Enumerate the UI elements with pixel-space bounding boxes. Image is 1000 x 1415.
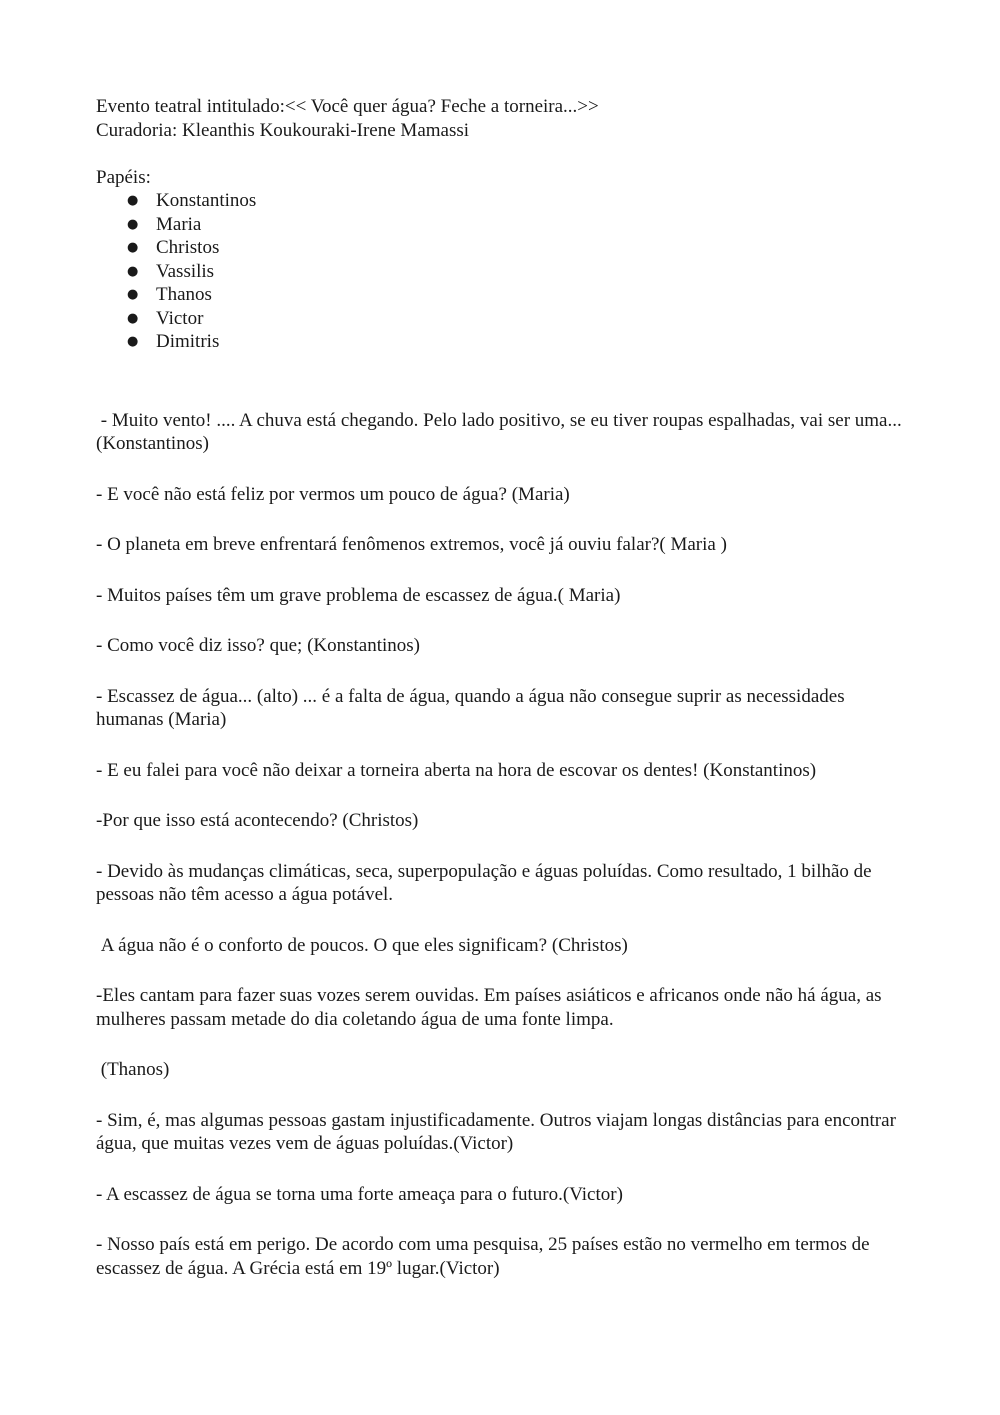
dialogue-line: - Sim, é, mas algumas pessoas gastam injustificadamente. Outros viajam longas distâncias para encontrar água, que muitas vezes vem de águas poluídas.(Victor) (96, 1109, 901, 1154)
bullet-icon: ● (127, 310, 139, 326)
role-name: Victor (156, 307, 204, 329)
dialogue-line: (Thanos) (96, 1059, 170, 1080)
role-item (96, 213, 906, 237)
bullet-icon: ● (127, 334, 139, 349)
event-title: Evento teatral intitulado:<< Você quer água? Feche a torneira...>> (96, 96, 599, 117)
dialogue-line: - Devido às mudanças climáticas, seca, superpopulação e águas poluídas. Como resultado, 1 bilhão de pessoas não têm acesso a água potável. (96, 860, 877, 905)
dialogue-line: - Como você diz isso? que; (Konstantinos) (96, 635, 421, 656)
roles-list (96, 189, 906, 354)
dialogue-line: A água não é o conforto de poucos. O que eles significam? (Christos) (96, 934, 628, 956)
role-name: Thanos (156, 284, 212, 305)
dialogue-section (96, 409, 906, 1281)
role-item (96, 283, 906, 307)
dialogue-line: -Por que isso está acontecendo? (Christos) (96, 810, 419, 831)
document-page (96, 95, 906, 1307)
bullet-icon: ● (127, 263, 139, 279)
role-name: Dimitris (156, 331, 220, 352)
role-item (96, 330, 906, 354)
dialogue-line: - Nosso país está em perigo. De acordo com uma pesquisa, 25 países estão no vermelho em termos de escassez de água. A Grécia está em 19º lugar.(Victor) (96, 1234, 875, 1279)
dialogue-line: - A escassez de água se torna uma forte ameaça para o futuro.(Victor) (96, 1183, 623, 1205)
role-name: Maria (156, 213, 202, 235)
dialogue-line: - Muitos países têm um grave problema de escassez de água.( Maria) (96, 584, 621, 606)
role-name: Konstantinos (156, 190, 257, 211)
bullet-icon: ● (127, 240, 139, 255)
curation-line: Curadoria: Kleanthis Koukouraki-Irene Mamassi (96, 119, 470, 141)
role-item (96, 189, 906, 213)
roles-heading: Papéis: (96, 166, 151, 188)
dialogue-line: - Muito vento! .... A chuva está chegando. Pelo lado positivo, se eu tiver roupas espalhadas, vai ser uma... (Konstantinos) (96, 409, 907, 454)
bullet-icon: ● (127, 193, 139, 208)
role-item (96, 307, 906, 331)
dialogue-line: -Eles cantam para fazer suas vozes serem ouvidas. Em países asiáticos e africanos onde não há água, as mulheres passam metade do dia coletando água de uma fonte limpa. (96, 985, 887, 1030)
dialogue-line: - O planeta em breve enfrentará fenômenos extremos, você já ouviu falar?( Maria ) (96, 534, 727, 555)
role-item (96, 236, 906, 260)
role-name: Vassilis (156, 260, 215, 282)
dialogue-line: - Escassez de água... (alto) ... é a falta de água, quando a água não consegue suprir as necessidades humanas (Maria) (96, 685, 850, 730)
role-name: Christos (156, 237, 220, 258)
dialogue-line: - E eu falei para você não deixar a torneira aberta na hora de escovar os dentes! (Konstantinos) (96, 759, 817, 781)
dialogue-line: - E você não está feliz por vermos um pouco de água? (Maria) (96, 483, 570, 505)
role-item (96, 260, 906, 284)
bullet-icon: ● (127, 216, 139, 232)
bullet-icon: ● (127, 287, 139, 302)
